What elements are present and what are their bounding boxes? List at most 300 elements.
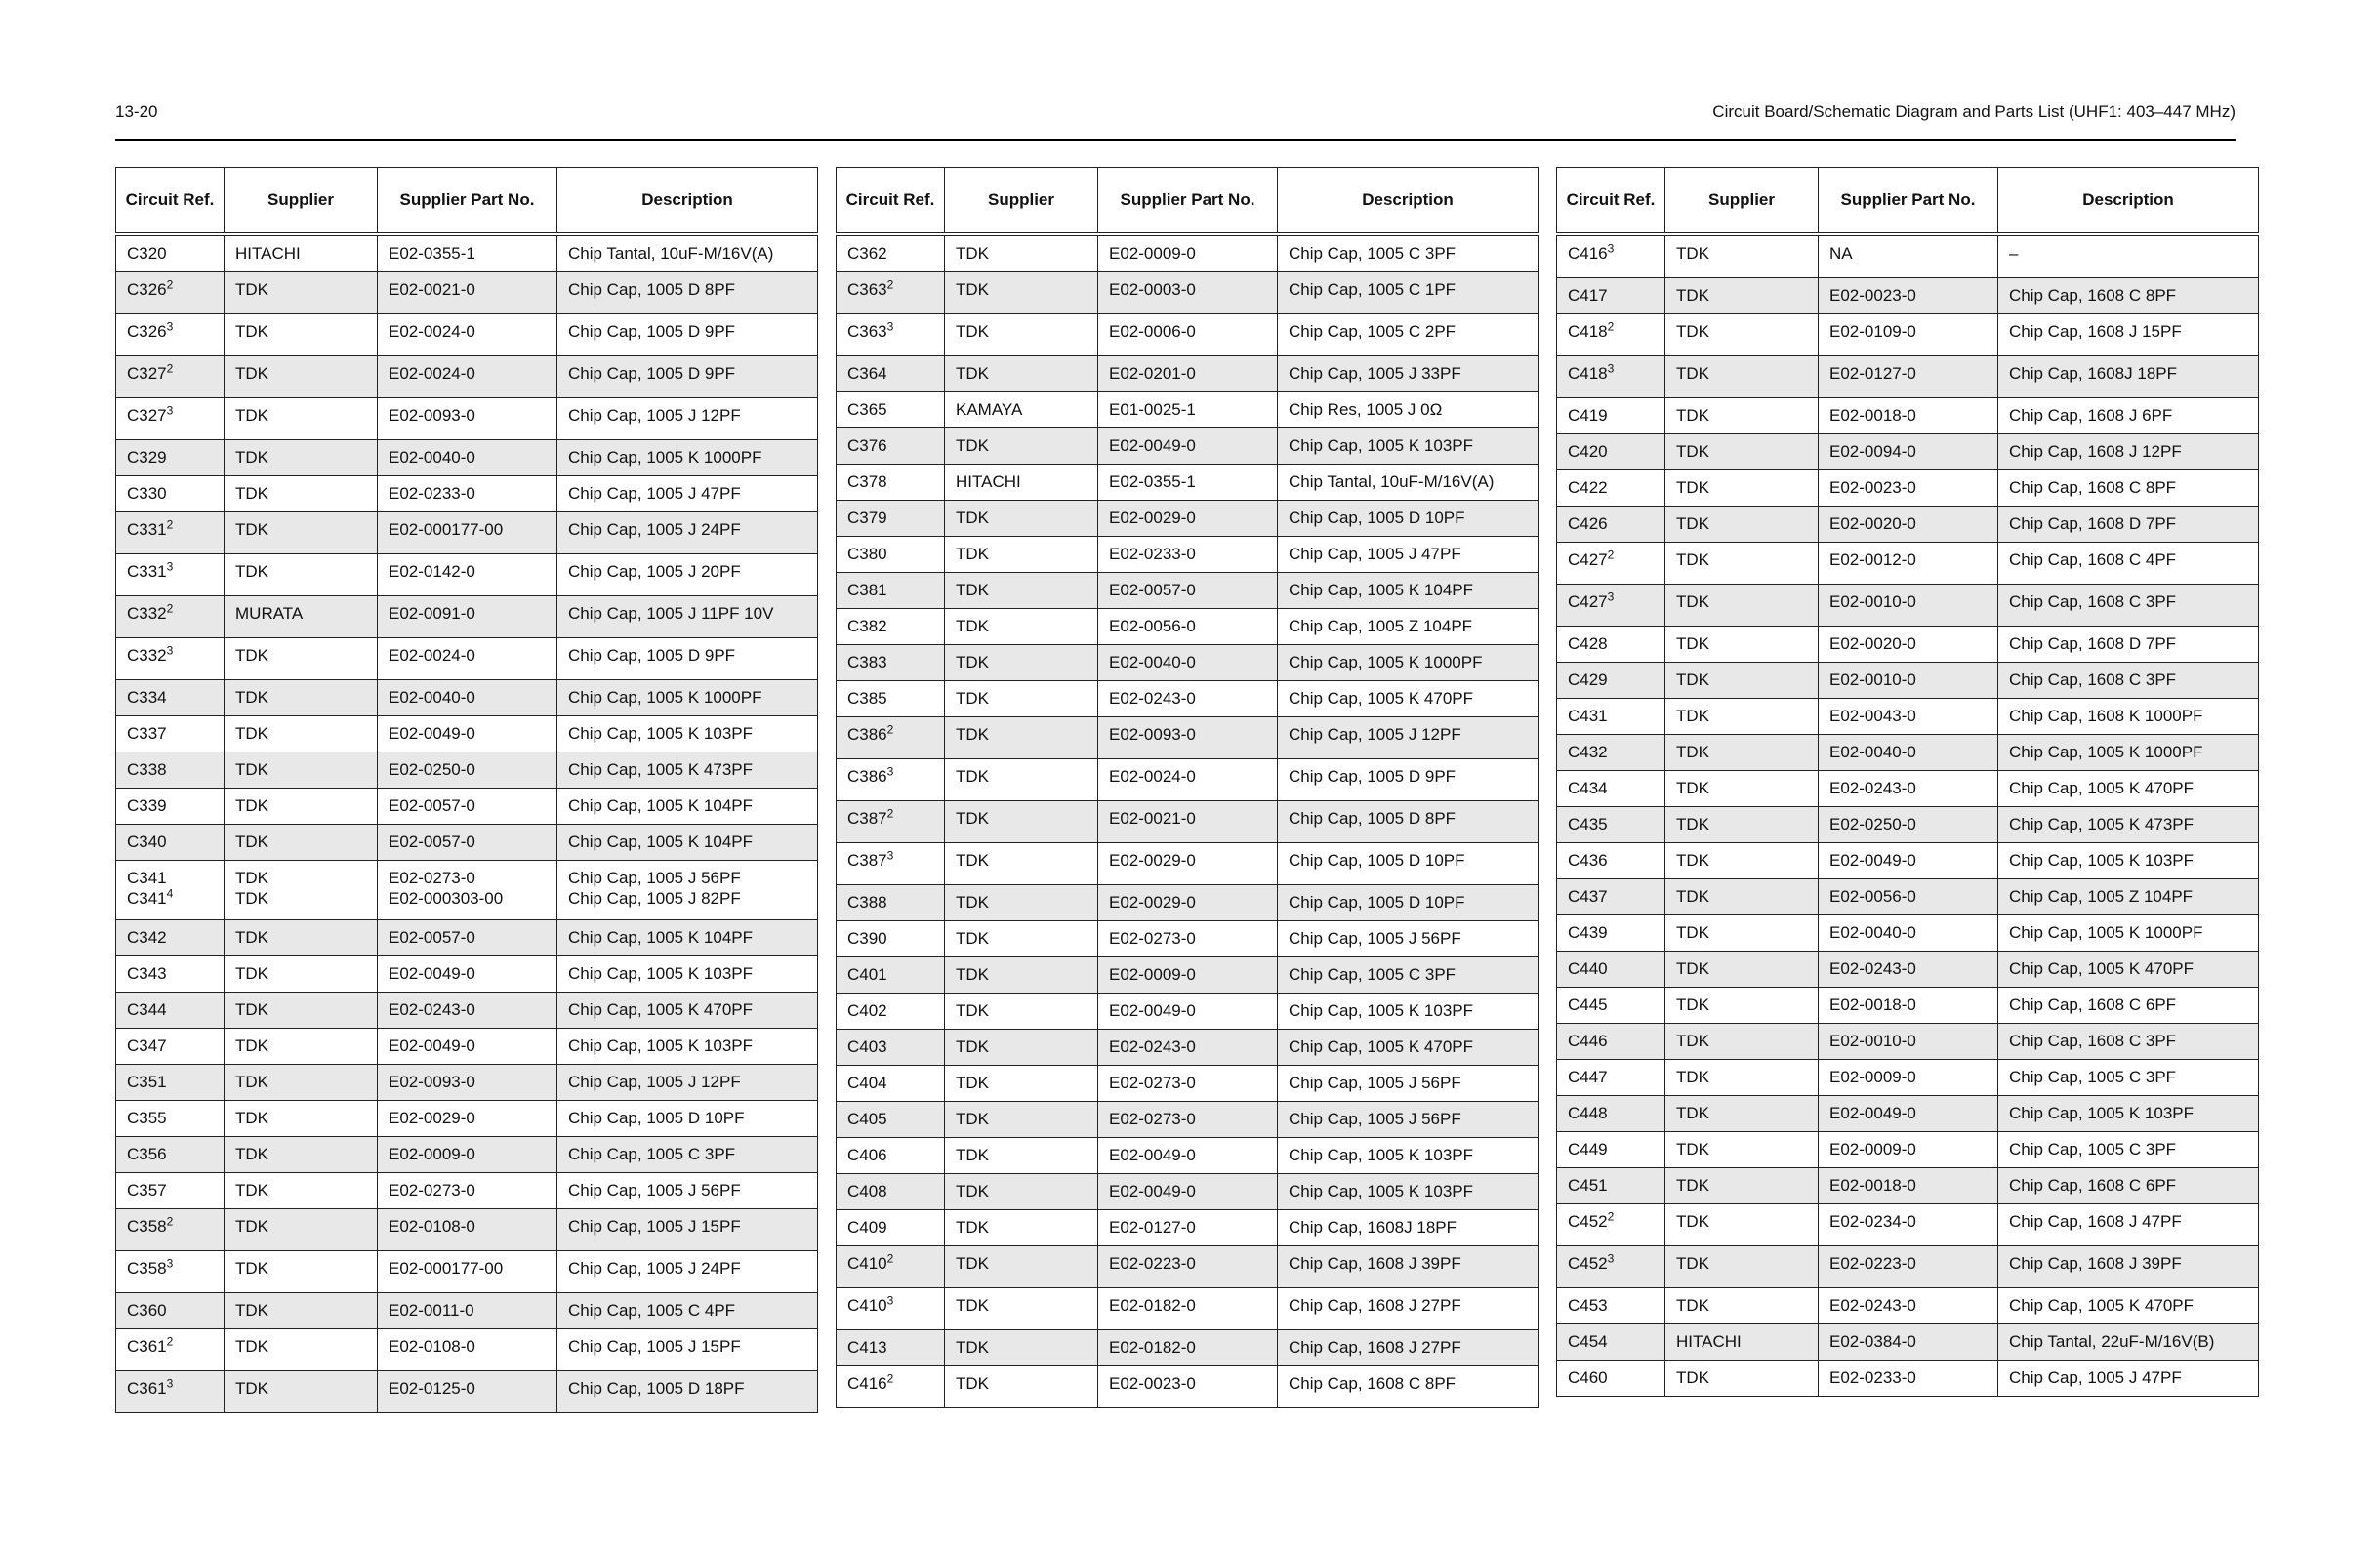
supplier-cell [945,843,1098,885]
part-number: E02-0223-0 [1829,1254,1916,1273]
part-number: E02-0023-0 [1829,286,1916,305]
circuit-ref: C453 [1568,1296,1608,1315]
description: Chip Cap, 1608 C 3PF [2009,670,2177,689]
circuit-ref-cell [116,1101,225,1137]
circuit-ref-cell [837,356,945,392]
supplier: TDK [1676,707,1709,725]
description-cell [557,554,818,596]
circuit-ref-cell [1557,807,1665,843]
supplier: TDK [956,1074,989,1092]
supplier-cell [1665,356,1819,398]
circuit-ref: C445 [1568,995,1608,1014]
description-cell [1278,609,1539,645]
circuit-ref: C422 [1568,478,1608,497]
table-row [837,759,1539,801]
description-cell [557,861,818,920]
supplier-cell [1665,314,1819,356]
footnote-marker: 3 [166,403,174,418]
description-cell [1278,921,1539,957]
supplier: TDK [235,1073,268,1091]
description-cell [1278,1366,1539,1408]
circuit-ref: C460 [1568,1368,1608,1387]
description: Chip Res, 1005 J 0Ω [1289,400,1443,419]
description-header: Description [557,168,818,235]
part-number: E02-0093-0 [389,406,475,425]
table-row [116,956,818,993]
part-number: E02-0250-0 [1829,815,1916,833]
circuit-ref-cell [116,920,225,956]
circuit-ref-cell [116,825,225,861]
supplier: TDK [235,562,268,581]
description: – [2009,244,2019,263]
footnote-marker: 2 [886,277,894,292]
supplier-cell [1665,470,1819,507]
supplier-cell [225,1101,378,1137]
part-number-cell [1819,699,1998,735]
description: Chip Cap, 1005 J 56PF [1289,1110,1461,1128]
description: Chip Cap, 1005 D 18PF [568,1379,745,1398]
circuit-ref-cell [1557,1132,1665,1168]
table-row [837,1030,1539,1066]
table-row [116,825,818,861]
description: Chip Cap, 1005 K 470PF [2009,959,2195,978]
part-number-cell [1098,537,1278,573]
supplier-cell [225,1329,378,1371]
part-number-cell [1819,1096,1998,1132]
supplier-cell [225,314,378,356]
table-row [116,1209,818,1251]
description-cell [1998,1060,2259,1096]
part-number: E02-0006-0 [1109,322,1196,341]
circuit-ref-cell [1557,507,1665,543]
supplier-cell [945,885,1098,921]
part-number: E02-0040-0 [1829,923,1916,942]
table-row [837,356,1539,392]
supplier-cell [945,1288,1098,1330]
description: Chip Cap, 1005 D 9PF [568,322,736,341]
circuit-ref: C434 [1568,779,1608,797]
description: Chip Cap, 1608 C 8PF [2009,286,2177,305]
circuit-ref: C429 [1568,670,1608,689]
description: Chip Cap, 1005 J 12PF [1289,725,1461,744]
description: Chip Tantal, 22uF-M/16V(B) [2009,1332,2215,1351]
description-cell [1998,843,2259,879]
description-cell [1278,1030,1539,1066]
footnote-marker: 3 [166,643,174,658]
circuit-ref: C428 [1568,634,1608,653]
description: Chip Cap, 1005 K 473PF [2009,815,2195,833]
footnote-marker: 2 [1607,1209,1615,1224]
description: Chip Cap, 1005 C 3PF [2009,1068,2177,1086]
circuit-ref: C320 [127,244,167,263]
part-number-cell [1098,272,1278,314]
supplier: TDK [1676,851,1709,870]
part-number: E02-0049-0 [1829,851,1916,870]
description: Chip Cap, 1005 C 3PF [1289,244,1457,263]
part-number: E02-0049-0 [1109,1182,1196,1200]
supplier-cell [945,717,1098,759]
table-row [837,1288,1539,1330]
description: Chip Cap, 1608 J 47PF [2009,1212,2182,1231]
description: Chip Cap, 1005 K 470PF [568,1000,754,1019]
supplier: TDK [1676,815,1709,833]
description-cell [1278,392,1539,428]
supplier-cell [945,921,1098,957]
circuit-ref-cell [116,680,225,716]
description: Chip Cap, 1005 D 10PF [568,1109,745,1127]
supplier: TDK [956,1110,989,1128]
description-cell [1278,501,1539,537]
description: Chip Cap, 1005 K 103PF [1289,436,1474,455]
supplier-cell [225,398,378,440]
table-row [1557,1324,2259,1361]
supplier-cell [1665,234,1819,278]
part-number: E02-0243-0 [1109,1037,1196,1056]
part-number: E02-0020-0 [1829,514,1916,533]
part-number: E02-0109-0 [1829,322,1916,341]
circuit-ref: C448 [1568,1104,1608,1122]
description-cell [1998,1324,2259,1361]
part-number-cell [1819,470,1998,507]
footnote-marker: 2 [166,1334,174,1349]
circuit-ref-cell [1557,952,1665,988]
supplier-cell [225,993,378,1029]
supplier: TDK [1676,1254,1709,1273]
description-cell [1998,627,2259,663]
part-number-cell [1098,994,1278,1030]
description: Chip Cap, 1005 D 9PF [1289,767,1457,786]
supplier: TDK [956,545,989,563]
supplier-cell [225,234,378,272]
part-number: E02-000303-00 [389,889,504,908]
description: Chip Cap, 1005 J 82PF [568,889,741,908]
table-row [116,398,818,440]
table-row [837,1066,1539,1102]
circuit-ref: C454 [1568,1332,1608,1351]
supplier: TDK [235,688,268,707]
part-number-cell [378,1065,557,1101]
circuit-ref: C386 [847,725,887,744]
circuit-ref: C406 [847,1146,887,1164]
description: Chip Cap, 1005 C 2PF [1289,322,1457,341]
supplier: MURATA [235,604,304,623]
supplier: TDK [956,965,989,984]
description-cell [1998,314,2259,356]
footnote-marker: 3 [886,319,894,334]
description: Chip Tantal, 10uF-M/16V(A) [568,244,774,263]
circuit-ref-cell [1557,585,1665,627]
circuit-ref: C341 [127,869,167,887]
table-row [837,1246,1539,1288]
description-cell [1278,356,1539,392]
description: Chip Cap, 1608 C 3PF [2009,1032,2177,1050]
supplier-cell [225,272,378,314]
description: Chip Cap, 1005 D 10PF [1289,851,1465,870]
circuit-ref-cell [837,681,945,717]
circuit-ref: C408 [847,1182,887,1200]
supplier-cell [1665,1288,1819,1324]
circuit-ref: C338 [127,760,167,779]
part-no-header: Supplier Part No. [1098,168,1278,235]
circuit-ref: C410 [847,1254,887,1273]
description: Chip Cap, 1005 J 24PF [568,1259,741,1278]
table-row [116,1029,818,1065]
description: Chip Cap, 1608 C 8PF [2009,478,2177,497]
description-cell [557,752,818,789]
part-number-cell [378,716,557,752]
part-number-cell [1819,771,1998,807]
part-number-cell [378,1209,557,1251]
supplier-cell [225,1137,378,1173]
part-number: E02-0234-0 [1829,1212,1916,1231]
description-cell [1278,537,1539,573]
supplier-cell [945,1030,1098,1066]
part-number: E02-0021-0 [1109,809,1196,828]
description: Chip Cap, 1005 K 1000PF [2009,923,2203,942]
table-row [1557,585,2259,627]
part-number: E02-0029-0 [1109,851,1196,870]
circuit-ref: C386 [847,767,887,786]
circuit-ref-cell [837,428,945,465]
circuit-ref: C331 [127,520,167,539]
part-number-cell [1819,1168,1998,1204]
part-number-cell [378,1137,557,1173]
parts-table-1-wrapper [115,167,817,1413]
part-number-cell [1819,627,1998,663]
supplier-cell [945,1210,1098,1246]
part-number-cell [1098,428,1278,465]
description: Chip Cap, 1005 K 103PF [568,1036,754,1055]
circuit-ref-cell [116,554,225,596]
supplier: TDK [956,809,989,828]
table-row [837,681,1539,717]
part-number: E02-0020-0 [1829,634,1916,653]
description: Chip Cap, 1005 K 103PF [568,964,754,983]
table-row [1557,735,2259,771]
description: Chip Cap, 1608 D 7PF [2009,514,2177,533]
description: Chip Cap, 1608 C 4PF [2009,550,2177,569]
part-number-cell [1819,735,1998,771]
description: Chip Cap, 1608 C 6PF [2009,1176,2177,1195]
circuit-ref-cell [837,843,945,885]
part-number-cell [1098,609,1278,645]
table-row [1557,663,2259,699]
description: Chip Cap, 1005 K 1000PF [2009,743,2203,761]
description-cell [1998,470,2259,507]
supplier-cell [225,440,378,476]
table-row [116,1065,818,1101]
part-number-cell [378,272,557,314]
circuit-ref-cell [837,392,945,428]
supplier: TDK [235,964,268,983]
table-row [837,609,1539,645]
footnote-marker: 3 [1607,241,1615,256]
table-row [116,1101,818,1137]
circuit-ref-cell [116,440,225,476]
part-number: E02-0029-0 [389,1109,475,1127]
description-cell [1278,681,1539,717]
table-row [1557,543,2259,585]
description: Chip Cap, 1005 J 56PF [568,1181,741,1199]
description: Chip Cap, 1005 K 473PF [568,760,754,779]
description: Chip Cap, 1005 K 1000PF [568,688,762,707]
circuit-ref: C340 [127,833,167,851]
circuit-ref-cell [837,465,945,501]
description-cell [1278,885,1539,921]
supplier-cell [1665,1324,1819,1361]
table-row [837,801,1539,843]
circuit-ref-cell [837,1246,945,1288]
description: Chip Cap, 1608 J 39PF [2009,1254,2182,1273]
description: Chip Cap, 1005 K 1000PF [568,448,762,467]
part-number: E02-0009-0 [1109,244,1196,263]
circuit-ref-cell [837,501,945,537]
supplier-cell [225,752,378,789]
description: Chip Cap, 1005 D 9PF [568,364,736,383]
circuit-ref-cell [116,512,225,554]
circuit-ref-cell [1557,843,1665,879]
supplier-cell [945,1102,1098,1138]
table-row [837,921,1539,957]
circuit-ref-cell [116,398,225,440]
supplier-cell [945,356,1098,392]
part-number-cell [1098,501,1278,537]
footnote-marker: 3 [166,559,174,574]
supplier: TDK [956,1146,989,1164]
supplier: TDK [235,760,268,779]
circuit-ref-cell [1557,398,1665,434]
description-cell [1998,356,2259,398]
supplier: TDK [1676,478,1709,497]
table-row [1557,771,2259,807]
table-row [1557,470,2259,507]
supplier-cell [945,501,1098,537]
description: Chip Cap, 1005 J 15PF [568,1217,741,1236]
supplier-cell [1665,735,1819,771]
supplier: TDK [235,1000,268,1019]
footnote-marker: 2 [166,517,174,532]
circuit-ref-cell [1557,663,1665,699]
description-cell [1278,994,1539,1030]
description: Chip Cap, 1005 J 33PF [1289,364,1461,383]
circuit-ref-cell [116,1329,225,1371]
circuit-ref-cell [837,1066,945,1102]
supplier: TDK [235,1217,268,1236]
description-cell [1998,807,2259,843]
supplier: TDK [1676,244,1709,263]
footnote-marker: 3 [166,319,174,334]
circuit-ref: C327 [127,364,167,383]
supplier: HITACHI [235,244,301,263]
supplier-cell [945,1066,1098,1102]
table-row [116,1251,818,1293]
description-cell [557,1173,818,1209]
part-number-cell [378,1101,557,1137]
description-cell [1278,1288,1539,1330]
circuit-ref-cell [116,1137,225,1173]
description-cell [557,825,818,861]
part-number: E02-0057-0 [389,796,475,815]
supplier: TDK [1676,1368,1709,1387]
description: Chip Cap, 1005 K 470PF [1289,1037,1474,1056]
description: Chip Cap, 1005 J 47PF [2009,1368,2182,1387]
part-number: E02-0029-0 [1109,508,1196,527]
part-number-cell [1819,1324,1998,1361]
description-cell [1278,314,1539,356]
part-number-cell [1098,1330,1278,1366]
part-number-cell [1098,1366,1278,1408]
description-cell [1278,1138,1539,1174]
supplier-cell [945,465,1098,501]
supplier: TDK [956,851,989,870]
circuit-ref: C358 [127,1259,167,1278]
footnote-marker: 2 [166,361,174,376]
part-number-cell [1819,356,1998,398]
table-row [837,994,1539,1030]
circuit-ref-cell [1557,1060,1665,1096]
supplier-cell [1665,1361,1819,1397]
table-row [1557,1361,2259,1397]
supplier-cell [225,956,378,993]
footnote-marker: 3 [166,1256,174,1271]
part-number: E02-0049-0 [1109,1146,1196,1164]
part-number: E02-0049-0 [1109,436,1196,455]
table-row [116,314,818,356]
supplier: TDK [956,1037,989,1056]
supplier: TDK [1676,442,1709,461]
part-number-cell [378,1329,557,1371]
part-number-cell [1819,507,1998,543]
supplier-cell [945,957,1098,994]
circuit-ref: C416 [1568,244,1608,263]
supplier-cell [1665,988,1819,1024]
circuit-ref-cell [116,993,225,1029]
footnote-marker: 2 [166,277,174,292]
circuit-ref-cell [837,994,945,1030]
description-cell [1998,1096,2259,1132]
circuit-ref-cell [116,1293,225,1329]
description-cell [1998,1132,2259,1168]
table-row [837,957,1539,994]
supplier: TDK [1676,923,1709,942]
description: Chip Cap, 1005 J 56PF [1289,929,1461,948]
supplier-cell [945,1330,1098,1366]
circuit-ref-cell [116,1173,225,1209]
table-row [1557,234,2259,278]
table-row [1557,988,2259,1024]
description-cell [557,1329,818,1371]
circuit-ref: C417 [1568,286,1608,305]
part-no-header: Supplier Part No. [378,168,557,235]
supplier: HITACHI [956,472,1021,491]
circuit-ref: C402 [847,1001,887,1020]
supplier: TDK [956,364,989,383]
description-cell [557,440,818,476]
table-row [1557,1060,2259,1096]
part-number: E02-0049-0 [1109,1001,1196,1020]
circuit-ref: C447 [1568,1068,1608,1086]
circuit-ref-cell [1557,1024,1665,1060]
circuit-ref: C416 [847,1374,887,1393]
part-number-cell [1819,1132,1998,1168]
page-title: Circuit Board/Schematic Diagram and Parts List (UHF1: 403–447 MHz) [1712,102,2236,121]
part-number-cell [1819,807,1998,843]
circuit-ref-header: Circuit Ref. [116,168,225,235]
circuit-ref: C360 [127,1301,167,1320]
part-number: E02-0243-0 [1829,779,1916,797]
part-number-cell [1098,1030,1278,1066]
part-number: E02-0057-0 [1109,581,1196,599]
